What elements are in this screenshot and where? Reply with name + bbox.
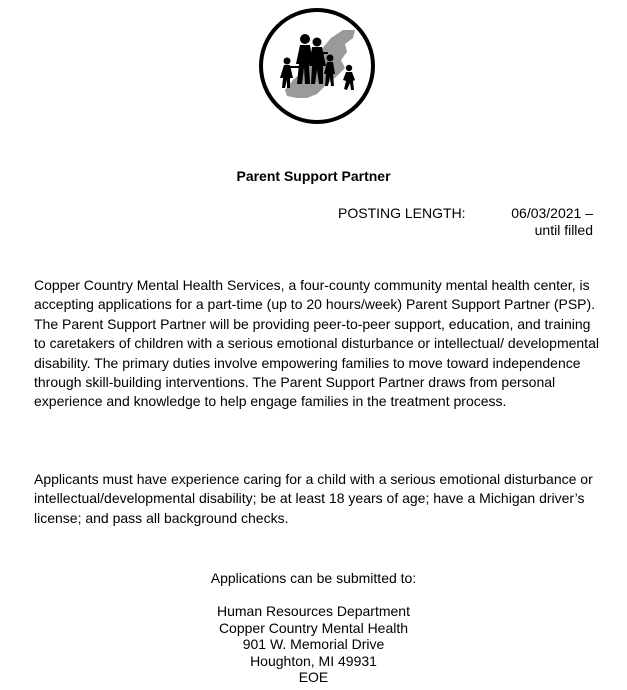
address-department: Human Resources Department — [217, 603, 410, 619]
posting-until: until filled — [534, 222, 593, 238]
address-organization: Copper Country Mental Health — [218, 619, 409, 636]
requirements-paragraph: Applicants must have experience caring for a child with a serious emotional disturbance or intellectual/developmental disability; be at least 18 years of age; have a Michigan driver’s license; and pass all background checks. — [34, 471, 593, 526]
mailing-address — [0, 603, 627, 686]
address-street: 901 W. Memorial Drive — [242, 636, 385, 653]
family-walking-logo-icon — [257, 6, 377, 126]
posting-length-label: POSTING LENGTH: — [338, 205, 466, 221]
posting-length-value — [473, 205, 593, 239]
eoe-notice: EOE — [298, 669, 329, 686]
page-title: Parent Support Partner — [236, 168, 391, 184]
address-city-state-zip: Houghton, MI 49931 — [250, 652, 377, 669]
posting-date: 06/03/2021 – — [511, 205, 593, 221]
submission-intro: Applications can be submitted to: — [210, 570, 417, 586]
job-description-paragraph: Copper Country Mental Health Services, a four-county community mental health center, is accepting applications for a part-time (up to 20 hours/week) Parent Support Partner (PSP). The Parent Support Partner will be providing peer-to-peer support, education, and training to caretakers of children with a serious emotional disturbance or intellectual/ developmental disability. The primary duties involve empowering families to move toward independence through skill-building interventions. The Parent Support Partner draws from personal experience and knowledge to help engage families in the treatment process. — [34, 277, 599, 410]
